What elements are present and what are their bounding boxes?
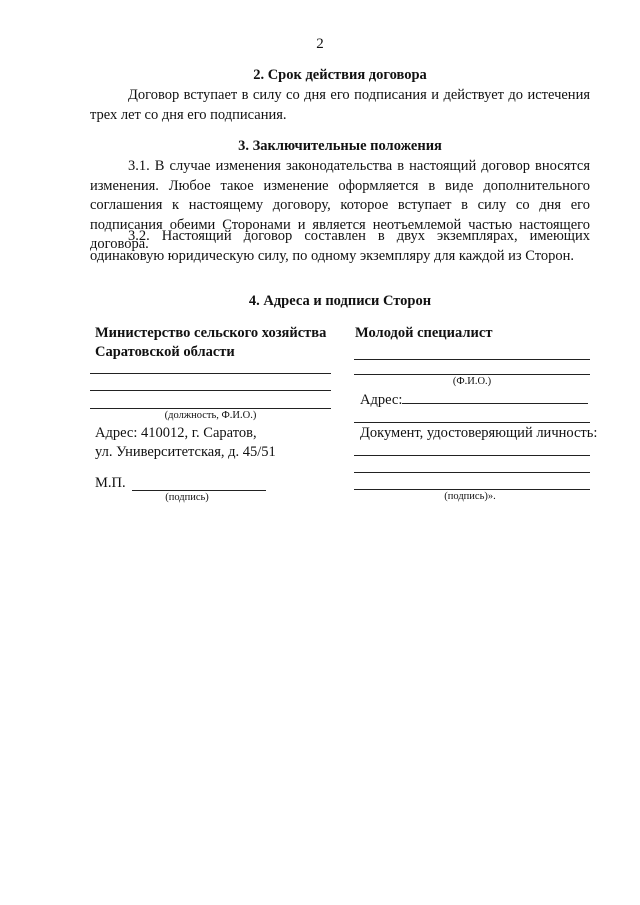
specialist-address-row [360,391,588,411]
page-number: 2 [316,36,324,52]
right-signature-caption: (подпись)». [444,491,496,502]
ministry-name-line-1: Министерство сельского хозяйства [95,325,327,341]
right-blank-line-1 [354,359,590,360]
identity-document-label: Документ, удостоверяющий личность: [360,425,598,441]
section-2-heading: 2. Срок действия договора [253,67,427,83]
specialist-address-label: Адрес: [360,392,403,408]
ministry-name-line-2: Саратовской области [95,344,235,360]
stamp-label: М.П. [95,475,126,491]
ministry-address-line-2: ул. Университетская, д. 45/51 [95,444,276,460]
specialist-heading: Молодой специалист [355,325,493,341]
ministry-address-line-1: Адрес: 410012, г. Саратов, [95,425,257,441]
section-3-heading: 3. Заключительные положения [238,138,442,154]
section-3-paragraph-2: 3.2. Настоящий договор составлен в двух экземплярах, имеющих одинаковую юридическую силу, по одному экземпляру для каждой из Сторон. [90,228,590,264]
right-blank-line-3 [354,455,590,456]
right-blank-line-2 [354,422,590,423]
left-signature-line [132,490,266,491]
right-blank-line-4 [354,472,590,473]
left-blank-line-2 [90,390,331,391]
left-blank-line-1 [90,373,331,374]
name-caption: (Ф.И.О.) [452,376,492,387]
section-3-paragraph-1: 3.1. В случае изменения законодательства в настоящий договор вносятся изменения. Любое такое изменение оформляется в виде дополнительного соглашения к настоящему договору, которое вступает в силу со дня его подписания обеими Сторонами и является неотъемлемой частью настоящего договора. [90,158,590,252]
right-name-line [354,374,590,375]
position-caption: (должность, Ф.И.О.) [164,410,257,421]
left-signature-caption: (подпись) [165,492,209,503]
section-2-text: Договор вступает в силу со дня его подписания и действует до истечения трех лет со дня его подписания. [90,87,590,123]
specialist-address-line [402,403,588,404]
section-4-heading: 4. Адреса и подписи Сторон [248,293,432,309]
right-signature-line [354,489,590,490]
left-position-line [90,408,331,409]
